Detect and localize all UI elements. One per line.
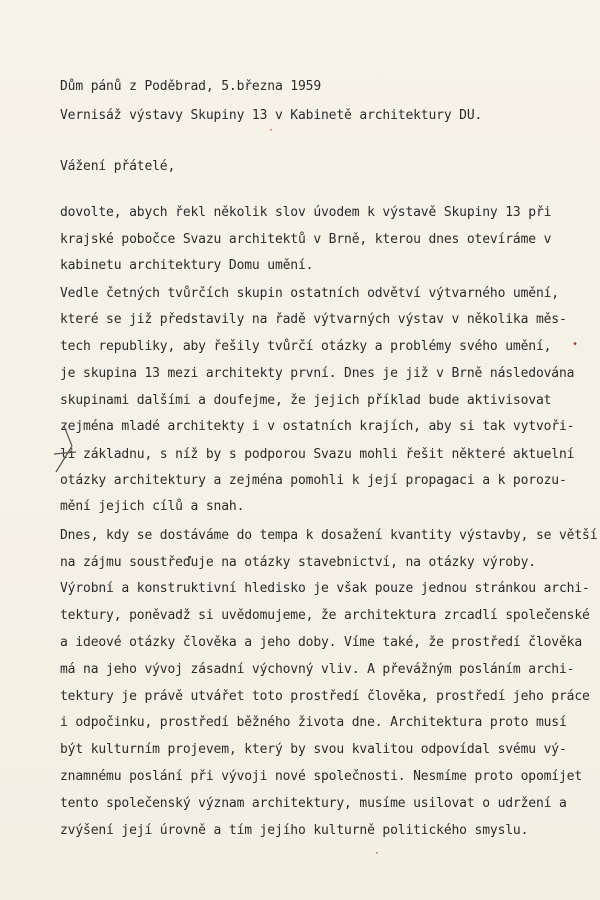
body-line: tektury je právě utvářet toto prostředí člověka, prostředí jeho práce	[60, 689, 590, 704]
body-line: krajské pobočce Svazu architektů v Brně, kterou dnes otevíráme v	[60, 232, 552, 247]
body-line: je skupina 13 mezi architekty první. Dnes je již v Brně následována	[60, 366, 575, 381]
body-line: být kulturním projevem, který by svou kvalitou odpovídal svému vý-	[60, 742, 567, 757]
body-line: dovolte, abych řekl několik slov úvodem k výstavě Skupiny 13 při	[60, 205, 552, 220]
handwritten-correction-mark	[50, 424, 80, 484]
body-line: zejména mladé architekty i v ostatních krajích, aby si tak vytvoři-	[60, 419, 575, 434]
body-line: Výrobní a konstruktivní hledisko je však pouze jednou stránkou archi-	[60, 581, 590, 596]
body-line: otázky architektury a zejména pomohli k její propagaci a k porozu-	[60, 473, 567, 488]
salutation: Vážení přátelé,	[60, 159, 176, 174]
header-line-1: Dům pánů z Poděbrad, 5.března 1959	[60, 79, 322, 94]
body-line: skupinami dalšími a doufejme, že jejich příklad bude aktivisovat	[60, 393, 552, 408]
body-line: na zájmu soustřeďuje na otázky stavebnictví, na otázky výroby.	[60, 555, 536, 570]
body-line: li základnu, s níž by s podporou Svazu mohli řešit některé aktuelní	[60, 447, 575, 462]
header-line-2: Vernisáž výstavy Skupiny 13 v Kabinetě architektury DU.	[60, 108, 483, 123]
body-line: tektury, poněvadž si uvědomujeme, že architektura zrcadlí společenské	[60, 608, 590, 623]
pencil-dot-mark: ·	[268, 125, 275, 136]
body-line: tento společenský význam architektury, musíme usilovat o udržení a	[60, 796, 567, 811]
body-line: Vedle četných tvůrčích skupin ostatních odvětví výtvarného umění,	[60, 286, 559, 301]
body-line: tech republiky, aby řešily tvůrčí otázky a problémy svého umění,	[60, 339, 552, 354]
body-line: znamnému poslání při vývoji nové společnosti. Nesmíme proto opomíjet	[60, 769, 583, 784]
body-line: mění jejich cílů a snah.	[60, 499, 245, 514]
body-line: kabinetu architektury Domu umění.	[60, 258, 314, 273]
red-pencil-mark: ·	[374, 848, 381, 859]
body-line: a ideové otázky člověka a jeho doby. Víme také, že prostředí člověka	[60, 635, 583, 650]
body-line: které se již představily na řadě výtvarných výstav v několika měs-	[60, 312, 567, 327]
body-line: má na jeho vývoj zásadní výchovný vliv. A převážným posláním archi-	[60, 662, 575, 677]
body-line: zvýšení její úrovně a tím jejího kulturně politického smyslu.	[60, 823, 529, 838]
body-line: Dnes, kdy se dostáváme do tempa k dosažení kvantity výstavby, se větší	[60, 528, 598, 543]
body-line: i odpočinku, prostředí běžného života dne. Architektura proto musí	[60, 715, 567, 730]
red-pencil-mark: •	[572, 339, 579, 350]
